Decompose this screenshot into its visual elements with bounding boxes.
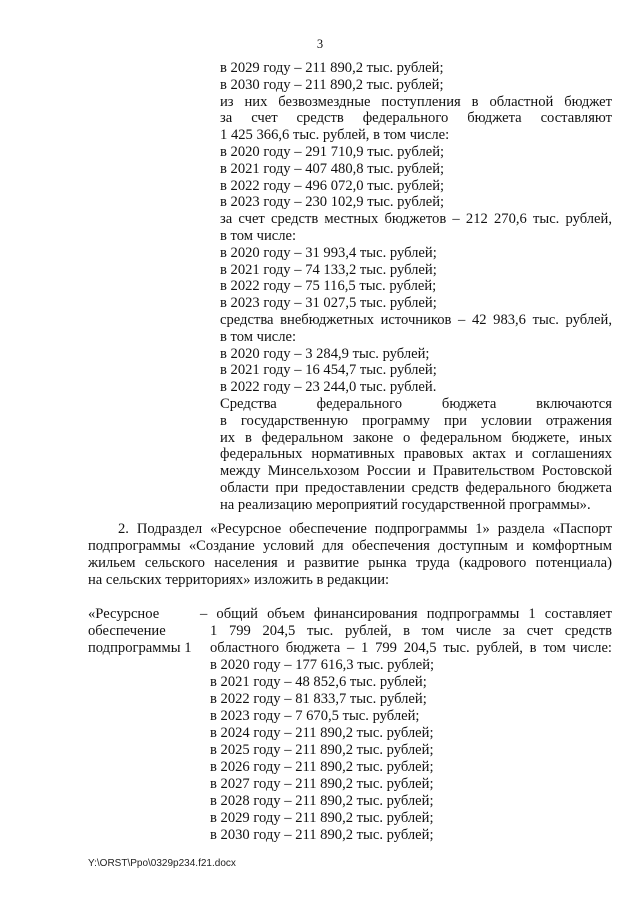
text-line: 1 799 204,5 тыс. рублей, в том числе за счет средств <box>210 623 612 639</box>
year-line: в 2020 году – 3 284,9 тыс. рублей; <box>220 345 430 362</box>
year-line: в 2022 году – 81 833,7 тыс. рублей; <box>210 691 427 707</box>
year-line: в 2022 году – 75 116,5 тыс. рублей; <box>220 278 437 295</box>
year-line: в 2021 году – 16 454,7 тыс. рублей; <box>220 362 437 379</box>
year-line: в 2021 году – 74 133,2 тыс. рублей; <box>220 261 437 278</box>
label-line: «Ресурсное <box>88 606 160 622</box>
text-line: в том числе: <box>220 227 297 244</box>
year-line: в 2026 году – 211 890,2 тыс. рублей; <box>210 759 434 775</box>
paragraph-line: жильем сельского населения и развитие рынка труда (кадрового потенциала) <box>88 555 612 571</box>
text-line: областного бюджета – 1 799 204,5 тыс. рублей, в том числе: <box>210 640 612 656</box>
text-line: за счет средств федерального бюджета составляют <box>220 110 612 127</box>
year-line: в 2024 году – 211 890,2 тыс. рублей; <box>210 725 434 741</box>
federal-note-line: между Минсельхозом России и Правительством Ростовской <box>220 463 612 480</box>
year-line: в 2023 году – 31 027,5 тыс. рублей; <box>220 295 437 312</box>
extrabudget-line: средства внебюджетных источников – 42 983,6 тыс. рублей, <box>220 311 612 328</box>
year-line: в 2022 году – 23 244,0 тыс. рублей. <box>220 379 437 396</box>
local-budget-line: за счет средств местных бюджетов – 212 270,6 тыс. рублей, <box>220 211 612 228</box>
federal-note-line: федеральных нормативных правовых актах и соглашениях <box>220 446 612 463</box>
year-line: в 2020 году – 291 710,9 тыс. рублей; <box>220 143 445 160</box>
text-line: в том числе: <box>220 328 297 345</box>
federal-note-line: в государственную программу при условии отражения <box>220 412 612 429</box>
federal-note-line: Средства федерального бюджета включаются <box>220 395 612 412</box>
paragraph-line: 2. Подраздел «Ресурсное обеспечение подпрограммы 1» раздела «Паспорт <box>118 521 612 537</box>
year-line: в 2029 году – 211 890,2 тыс. рублей; <box>220 60 444 76</box>
year-line: в 2027 году – 211 890,2 тыс. рублей; <box>210 776 434 792</box>
label-line: обеспечение <box>88 623 166 639</box>
year-line: в 2023 году – 7 670,5 тыс. рублей; <box>210 708 420 724</box>
year-line: в 2023 году – 230 102,9 тыс. рублей; <box>220 194 445 211</box>
federal-note-line: их в федеральном законе о федеральном бюджете, иных <box>220 429 612 446</box>
text-line: 1 425 366,6 тыс. рублей, в том числе: <box>220 127 450 144</box>
year-line: в 2025 году – 211 890,2 тыс. рублей; <box>210 742 434 758</box>
year-line: в 2030 году – 211 890,2 тыс. рублей; <box>210 827 434 843</box>
paragraph-line: на сельских территориях» изложить в редакции: <box>88 572 390 588</box>
paragraph-2 <box>88 521 612 589</box>
year-line: в 2020 году – 31 993,4 тыс. рублей; <box>220 244 437 261</box>
financing-text-continued <box>220 60 612 514</box>
year-line: в 2028 году – 211 890,2 тыс. рублей; <box>210 793 434 809</box>
year-line: в 2030 году – 211 890,2 тыс. рублей; <box>220 76 444 93</box>
year-line: в 2020 году – 177 616,3 тыс. рублей; <box>210 657 435 673</box>
federal-note-line: области при предоставлении средств федерального бюджета <box>220 479 612 496</box>
page-number: 3 <box>316 37 324 51</box>
resource-label <box>88 606 203 657</box>
year-line: в 2021 году – 48 852,6 тыс. рублей; <box>210 674 427 690</box>
year-line: в 2029 году – 211 890,2 тыс. рублей; <box>210 810 434 826</box>
federal-note-line: на реализацию мероприятий государственной программы». <box>220 496 591 513</box>
year-line: в 2021 году – 407 480,8 тыс. рублей; <box>220 160 445 177</box>
text-line: – общий объем финансирования подпрограммы 1 составляет <box>200 606 612 622</box>
resource-financing-text <box>200 606 612 844</box>
footer-file-path: Y:\ORST\Ppo\0329p234.f21.docx <box>88 858 236 869</box>
text-line: из них безвозмездные поступления в областной бюджет <box>220 93 612 110</box>
paragraph-line: подпрограммы «Создание условий для обеспечения доступным и комфортным <box>88 538 612 554</box>
label-line: подпрограммы 1 <box>88 640 192 656</box>
year-line: в 2022 году – 496 072,0 тыс. рублей; <box>220 177 445 194</box>
